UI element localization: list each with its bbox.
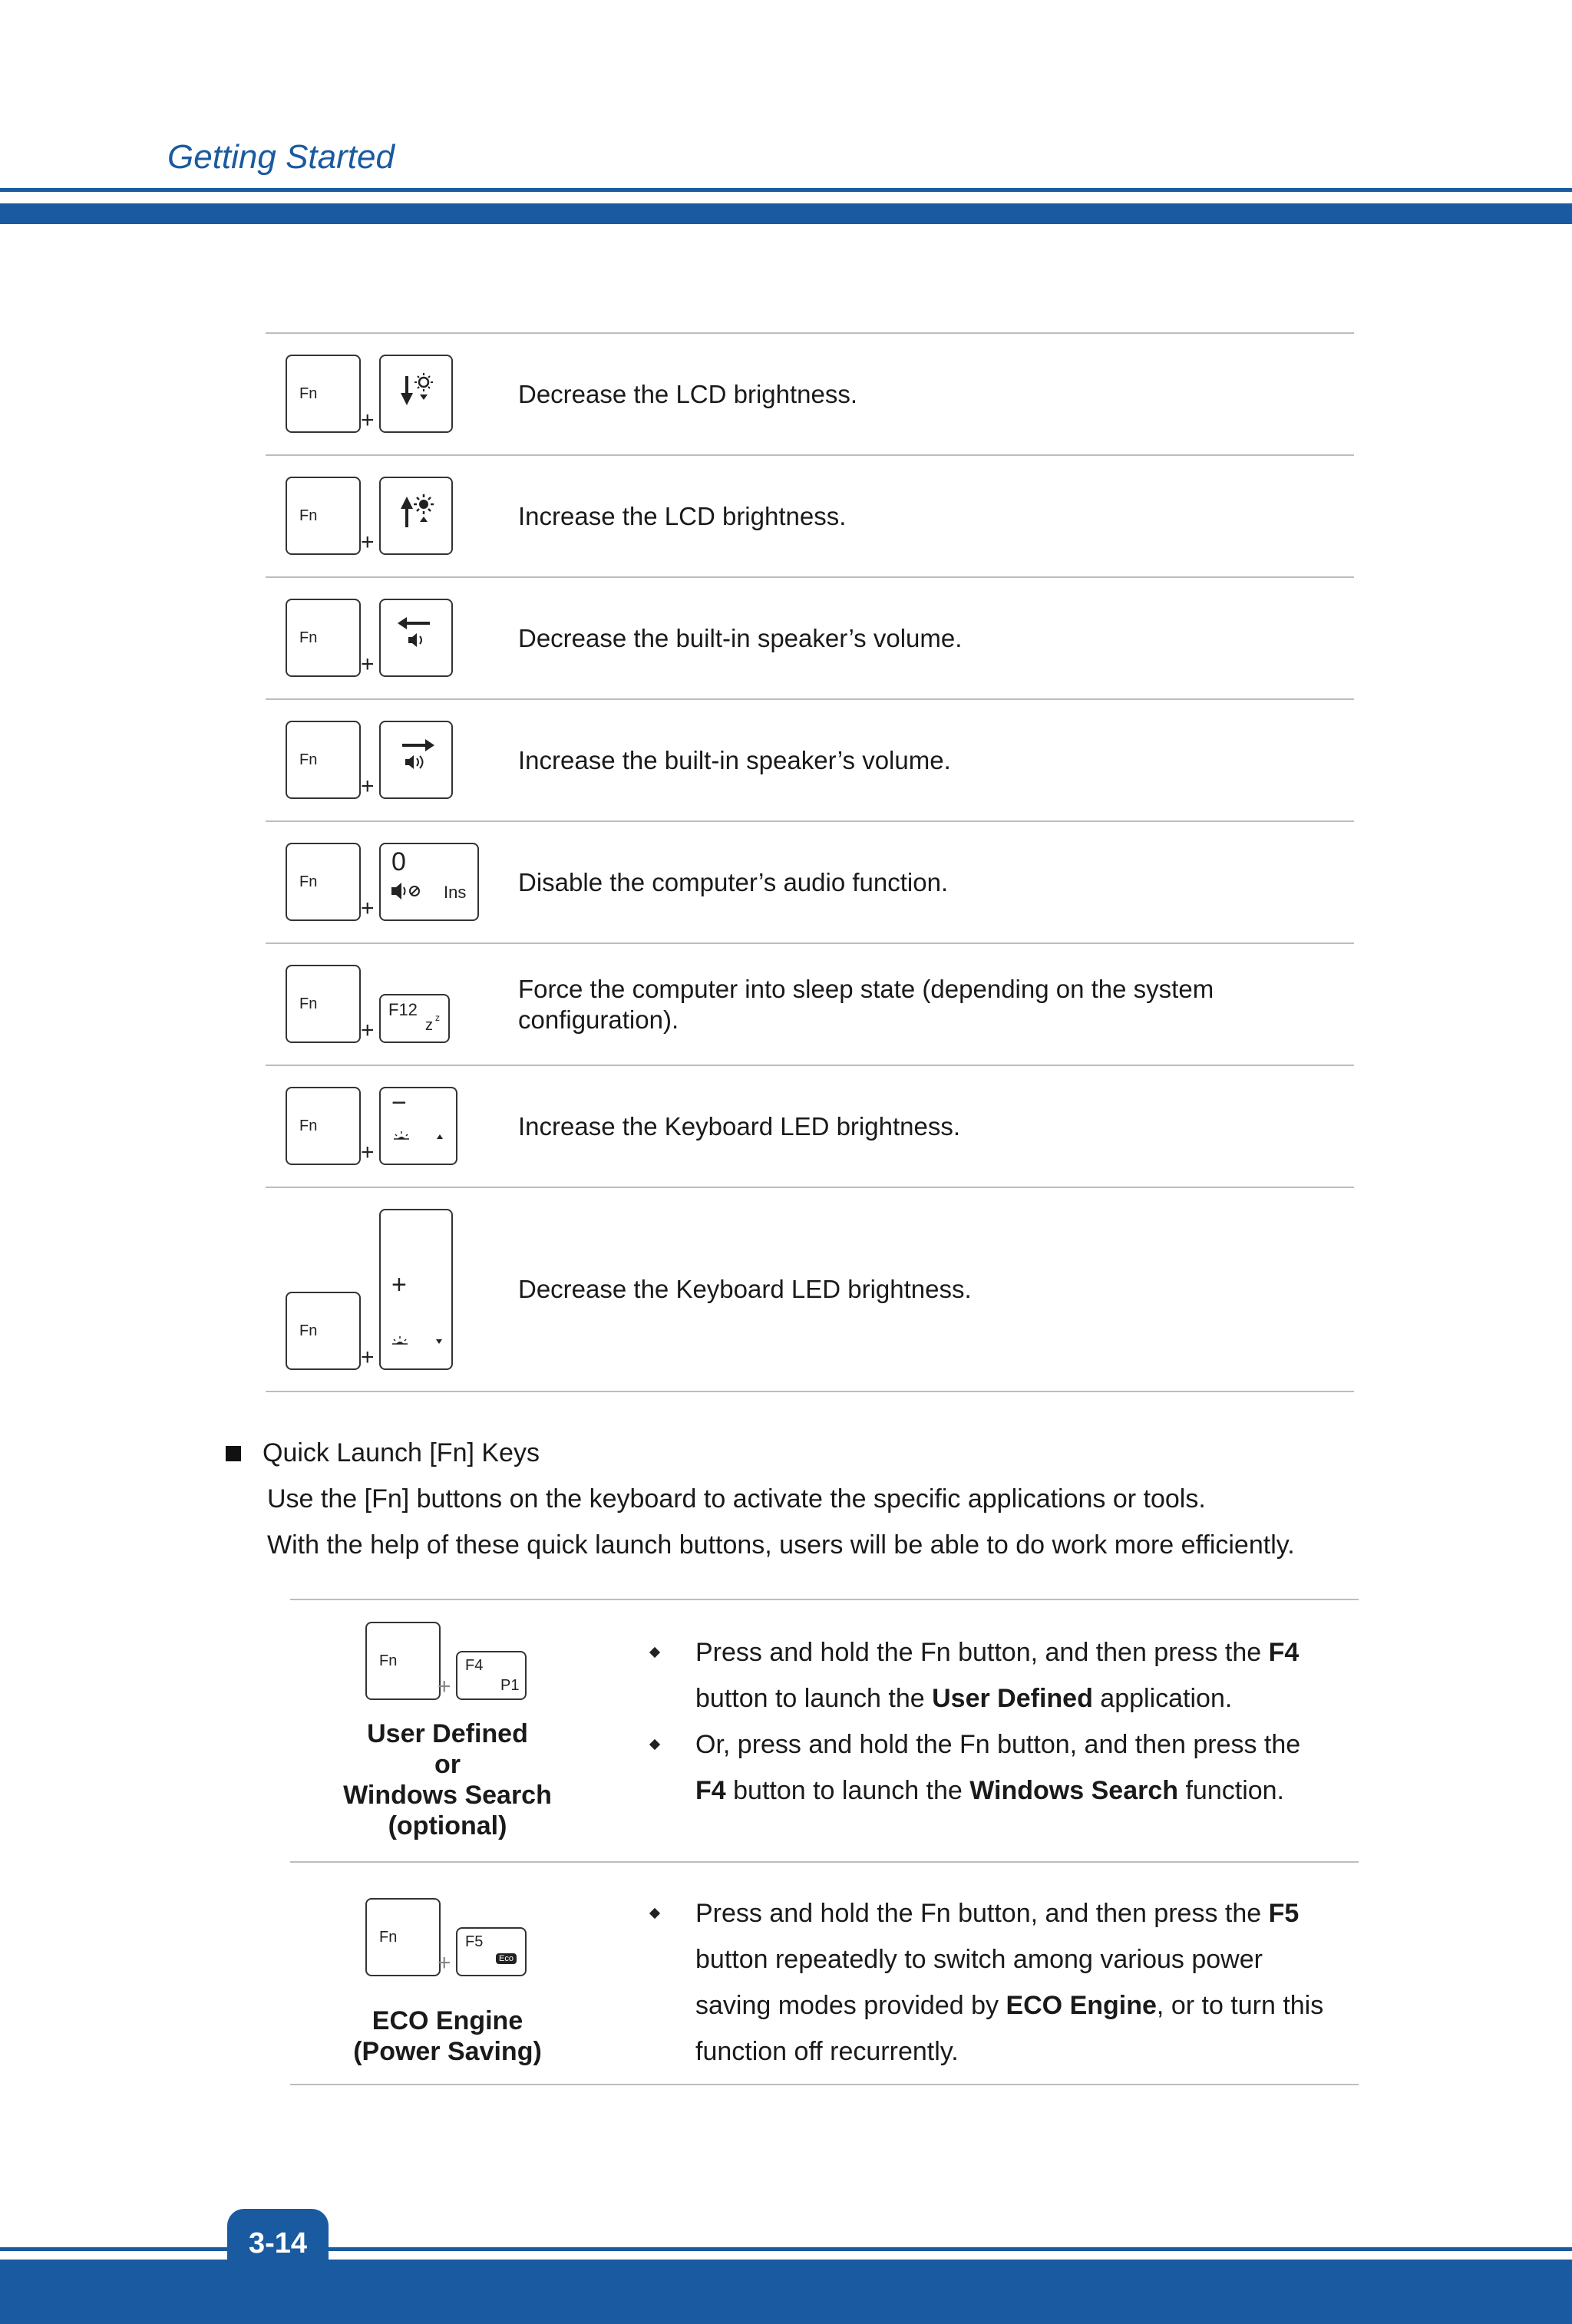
plus-sign: +: [361, 1018, 375, 1043]
key-legend-minus: −: [391, 1088, 407, 1117]
plus-sign: +: [438, 1950, 451, 1976]
brightness-down-icon: [393, 370, 439, 416]
fn-row-description: Increase the built-in speaker’s volume.: [518, 745, 951, 774]
section-paragraph: Use the [Fn] buttons on the keyboard to activate the specific applications or tools.: [267, 1484, 1206, 1514]
fn-row-sleep: [266, 942, 1354, 1065]
fn-row-description: Increase the Keyboard LED brightness.: [518, 1111, 961, 1141]
quick-launch-row-user-defined: [290, 1599, 1359, 1861]
fn-row-mute: [266, 820, 1354, 942]
brightness-down-key: [379, 355, 453, 433]
fn-key: [365, 1898, 441, 1976]
fn-row-description: Increase the LCD brightness.: [518, 501, 847, 530]
volume-up-icon: [393, 736, 439, 782]
kb-led-down-key: [379, 1209, 453, 1370]
bullet-bold: F4: [695, 1776, 726, 1805]
keyboard-backlight-down-icon: [388, 1332, 450, 1350]
quick-launch-label: [290, 2005, 605, 2067]
bullet-bold: Windows Search: [969, 1776, 1179, 1805]
fn-key-label: Fn: [379, 1652, 398, 1669]
bullet-text: , or to turn this function off recurrently.: [695, 1991, 1324, 2066]
bullet-bold: ECO Engine: [1006, 1991, 1157, 2020]
fn-row-description: Force the computer into sleep state (depending on the system configuration).: [518, 974, 1214, 1034]
plus-sign: +: [361, 896, 375, 921]
fn-key: [286, 599, 361, 677]
bullet-text: Or, press and hold the Fn button, and then press the: [695, 1730, 1301, 1759]
fn-row-lcd-increase: [266, 454, 1354, 576]
section-bullet-square: [226, 1446, 241, 1461]
diamond-bullet-icon: [649, 1908, 660, 1919]
key-legend-plus: +: [391, 1270, 407, 1299]
header-rule: [0, 188, 1572, 192]
plus-sign: +: [361, 408, 375, 433]
quick-launch-table: [290, 1599, 1359, 2085]
bullet-text: function.: [1178, 1776, 1285, 1805]
label-line: ECO Engine: [372, 2006, 523, 2035]
kb-led-up-key: [379, 1087, 457, 1165]
fn-key-label: Fn: [299, 385, 318, 402]
key-legend-f4: F4: [465, 1657, 484, 1674]
fn-key: [286, 1292, 361, 1370]
bullet-text: button to launch the: [695, 1684, 933, 1713]
key-legend-zero: 0: [391, 847, 406, 876]
fn-row-volume-decrease: [266, 576, 1354, 698]
plus-sign: +: [438, 1674, 451, 1699]
f4-key: [456, 1651, 527, 1700]
fn-key-table: [266, 332, 1354, 1392]
label-line: User Defined: [367, 1719, 528, 1748]
quick-launch-row-eco-engine: [290, 1861, 1359, 2085]
fn-key: [286, 721, 361, 799]
plus-sign: +: [361, 1140, 375, 1165]
fn-key-label: Fn: [299, 1322, 318, 1339]
fn-key-label: Fn: [299, 1117, 318, 1134]
plus-sign: +: [361, 652, 375, 677]
sleep-key: [379, 994, 450, 1043]
fn-row-lcd-decrease: [266, 332, 1354, 454]
label-line: or: [434, 1750, 461, 1779]
brightness-up-icon: [393, 492, 439, 538]
bullet-text: Press and hold the Fn button, and then press the: [695, 1899, 1269, 1928]
bullet-bold: User Defined: [932, 1684, 1093, 1713]
label-line: Windows Search: [343, 1781, 552, 1810]
bullet-bold: F5: [1268, 1899, 1300, 1928]
mute-key: [379, 843, 479, 921]
fn-row-description: Disable the computer’s audio function.: [518, 867, 949, 896]
diamond-bullet-icon: [649, 1647, 660, 1658]
fn-row-description: Decrease the Keyboard LED brightness.: [518, 1275, 972, 1303]
quick-launch-label: [290, 1718, 605, 1841]
diamond-bullet-icon: [649, 1739, 660, 1750]
fn-key-label: Fn: [299, 507, 318, 524]
volume-down-key: [379, 599, 453, 677]
mute-icon: [390, 880, 424, 903]
section-paragraph: With the help of these quick launch buttons, users will be able to do work more efficiently.: [267, 1530, 1295, 1560]
chapter-title: Getting Started: [167, 138, 395, 176]
plus-sign: +: [361, 1345, 375, 1370]
fn-key-label: Fn: [299, 873, 318, 890]
bullet-text: button to launch the: [725, 1776, 970, 1805]
fn-key-label: Fn: [299, 751, 318, 768]
bullet-bold: F4: [1268, 1638, 1300, 1667]
bullet-text: application.: [1092, 1684, 1233, 1713]
keyboard-backlight-up-icon: [390, 1127, 451, 1145]
volume-up-key: [379, 721, 453, 799]
quick-launch-bullets: [643, 1629, 1334, 1814]
section-title: Quick Launch [Fn] Keys: [263, 1438, 540, 1467]
label-line: (optional): [388, 1811, 507, 1840]
fn-row-volume-increase: [266, 698, 1354, 820]
fn-key: [286, 355, 361, 433]
bullet-item: [643, 1629, 1334, 1722]
sleep-icon: z: [425, 1017, 433, 1034]
fn-key: [286, 477, 361, 555]
bullet-item: [643, 1722, 1334, 1814]
fn-key: [286, 965, 361, 1043]
fn-row-kb-led-decrease: [266, 1187, 1354, 1392]
bullet-text: button repeatedly to switch among various power saving modes provided by: [695, 1945, 1263, 2020]
key-legend-ins: Ins: [444, 883, 467, 902]
bullet-item: [643, 1890, 1334, 2075]
volume-down-icon: [393, 614, 439, 660]
eco-icon: Eco: [496, 1953, 517, 1964]
bullet-text: Press and hold the Fn button, and then press the: [695, 1638, 1269, 1667]
fn-key: [286, 1087, 361, 1165]
brightness-up-key: [379, 477, 453, 555]
f5-key: [456, 1927, 527, 1976]
quick-launch-bullets: [643, 1890, 1334, 2075]
fn-key-label: Fn: [299, 629, 318, 646]
fn-key: [286, 843, 361, 921]
fn-key: [365, 1622, 441, 1700]
key-legend-p1: P1: [500, 1677, 520, 1694]
key-legend-f12: F12: [388, 1000, 418, 1019]
key-legend-f5: F5: [465, 1933, 484, 1950]
plus-sign: +: [361, 530, 375, 555]
plus-sign: +: [361, 774, 375, 799]
fn-row-kb-led-increase: [266, 1065, 1354, 1187]
header-bar: [0, 203, 1572, 224]
fn-row-description: Decrease the built-in speaker’s volume.: [518, 623, 963, 652]
sleep-icon-small: z: [435, 1012, 440, 1023]
label-line: (Power Saving): [353, 2037, 542, 2066]
fn-row-description: Decrease the LCD brightness.: [518, 379, 858, 408]
page-number: 3-14: [227, 2209, 329, 2278]
fn-key-label: Fn: [379, 1929, 398, 1946]
fn-key-label: Fn: [299, 995, 318, 1012]
